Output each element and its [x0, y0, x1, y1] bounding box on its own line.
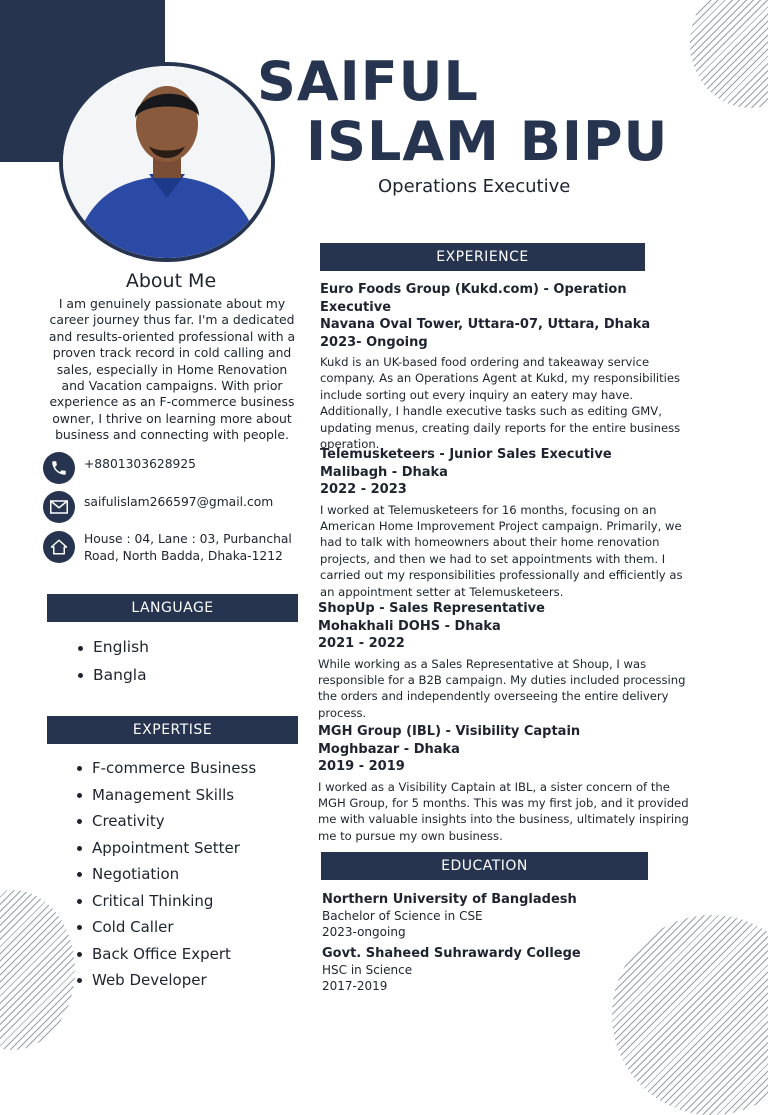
language-item: Bangla [76, 662, 149, 690]
contact-email [43, 491, 273, 523]
experience-heading: EXPERIENCE [320, 243, 645, 271]
job-entry [320, 281, 692, 452]
expertise-item: Cold Caller [75, 914, 256, 941]
job-title: Operations Executive [378, 176, 571, 197]
job-entry [320, 446, 692, 600]
job-title: MGH Group (IBL) - Visibility Captain [318, 724, 581, 739]
job-description: I worked at Telemusketeers for 16 months, focusing on an American Home Improvement Project campaign. Primarily, we had to talk with homeowners about their home renovation projects, and then we had to set appointments with them. I carried out my responsibilities professionally and efficiently as an appointment setter at Telemusketeers. [320, 502, 683, 599]
education-entry [322, 891, 682, 940]
expertise-item: F-commerce Business [75, 755, 256, 782]
education-heading: EDUCATION [321, 852, 648, 880]
address-line-1: House : 04, Lane : 03, Purbanchal [84, 532, 292, 546]
contact-address [43, 531, 292, 565]
expertise-item: Negotiation [75, 861, 256, 888]
expertise-item: Web Developer [75, 967, 256, 994]
expertise-item: Critical Thinking [75, 888, 256, 915]
job-location: Malibagh - Dhaka [320, 464, 448, 480]
expertise-item: Management Skills [75, 782, 256, 809]
job-entry [318, 600, 690, 721]
education-period: 2017-2019 [322, 979, 388, 993]
language-item: English [76, 634, 149, 662]
expertise-list [75, 755, 256, 994]
job-description: Kukd is an UK-based food ordering and takeaway service company. As an Operations Agent at Kukd, my responsibilities include sorting out every inquiry an eatery may have. Additionally, I handle executive tasks such as editing GMV, updating menus, creating daily reports for the entire business operation. [320, 355, 681, 452]
job-period: 2023- Ongoing [320, 334, 428, 350]
profile-photo [59, 62, 275, 262]
education-period: 2023-ongoing [322, 925, 406, 939]
about-heading: About Me [125, 270, 217, 292]
name-line-2: ISLAM BIPU [306, 110, 669, 173]
education-school: Northern University of Bangladesh [322, 892, 577, 907]
job-period: 2022 - 2023 [320, 482, 407, 497]
job-location: Moghbazar - Dhaka [318, 741, 460, 757]
job-title: ShopUp - Sales Representative [318, 601, 545, 616]
education-degree: Bachelor of Science in CSE [322, 909, 483, 923]
contact-phone [43, 452, 196, 484]
hatched-circle-bottom-left [0, 890, 75, 1050]
email-icon [43, 491, 75, 523]
job-description: While working as a Sales Representative at Shoup, I was responsible for a B2B campaign. My duties included processing the orders and independently overseeing the entire delivery process. [318, 656, 686, 720]
education-school: Govt. Shaheed Suhrawardy College [322, 946, 581, 961]
name-line-1: SAIFUL [257, 50, 479, 113]
phone-icon [43, 452, 75, 484]
hatched-circle-top-right [690, 0, 768, 108]
email-address: saifulislam266597@gmail.com [84, 495, 274, 509]
education-entry [322, 945, 682, 994]
expertise-item: Back Office Expert [75, 941, 256, 968]
address-line-2: Road, North Badda, Dhaka-1212 [84, 549, 283, 563]
job-title: Euro Foods Group (Kukd.com) - Operation Executive [320, 282, 627, 315]
expertise-heading: EXPERTISE [47, 716, 298, 744]
job-location: Navana Oval Tower, Uttara-07, Uttara, Dhaka [320, 317, 651, 332]
job-entry [318, 723, 690, 844]
job-period: 2019 - 2019 [318, 759, 405, 774]
job-title: Telemusketeers - Junior Sales Executive [320, 447, 612, 462]
language-list [76, 634, 149, 689]
about-text: I am genuinely passionate about my career journey thus far. I'm a dedicated and results-oriented professional with a proven track record in cold calling and sales, especially in Home Renovation and Vacation campaigns. With prior experience as an F-commerce business owner, I thrive on learning more about business and connecting with people. [48, 296, 296, 443]
education-degree: HSC in Science [322, 963, 413, 977]
job-period: 2021 - 2022 [318, 636, 405, 651]
job-description: I worked as a Visibility Captain at IBL, a sister concern of the MGH Group, for 5 months. This was my first job, and it provided me with valuable insights into the business, ultimately inspiring me to pursue my own business. [318, 779, 689, 843]
home-icon [43, 531, 75, 563]
person-portrait [63, 66, 271, 258]
phone-number: +8801303628925 [84, 457, 197, 471]
expertise-item: Creativity [75, 808, 256, 835]
job-location: Mohakhali DOHS - Dhaka [318, 618, 501, 634]
language-heading: LANGUAGE [47, 594, 298, 622]
address [84, 531, 292, 565]
expertise-item: Appointment Setter [75, 835, 256, 862]
